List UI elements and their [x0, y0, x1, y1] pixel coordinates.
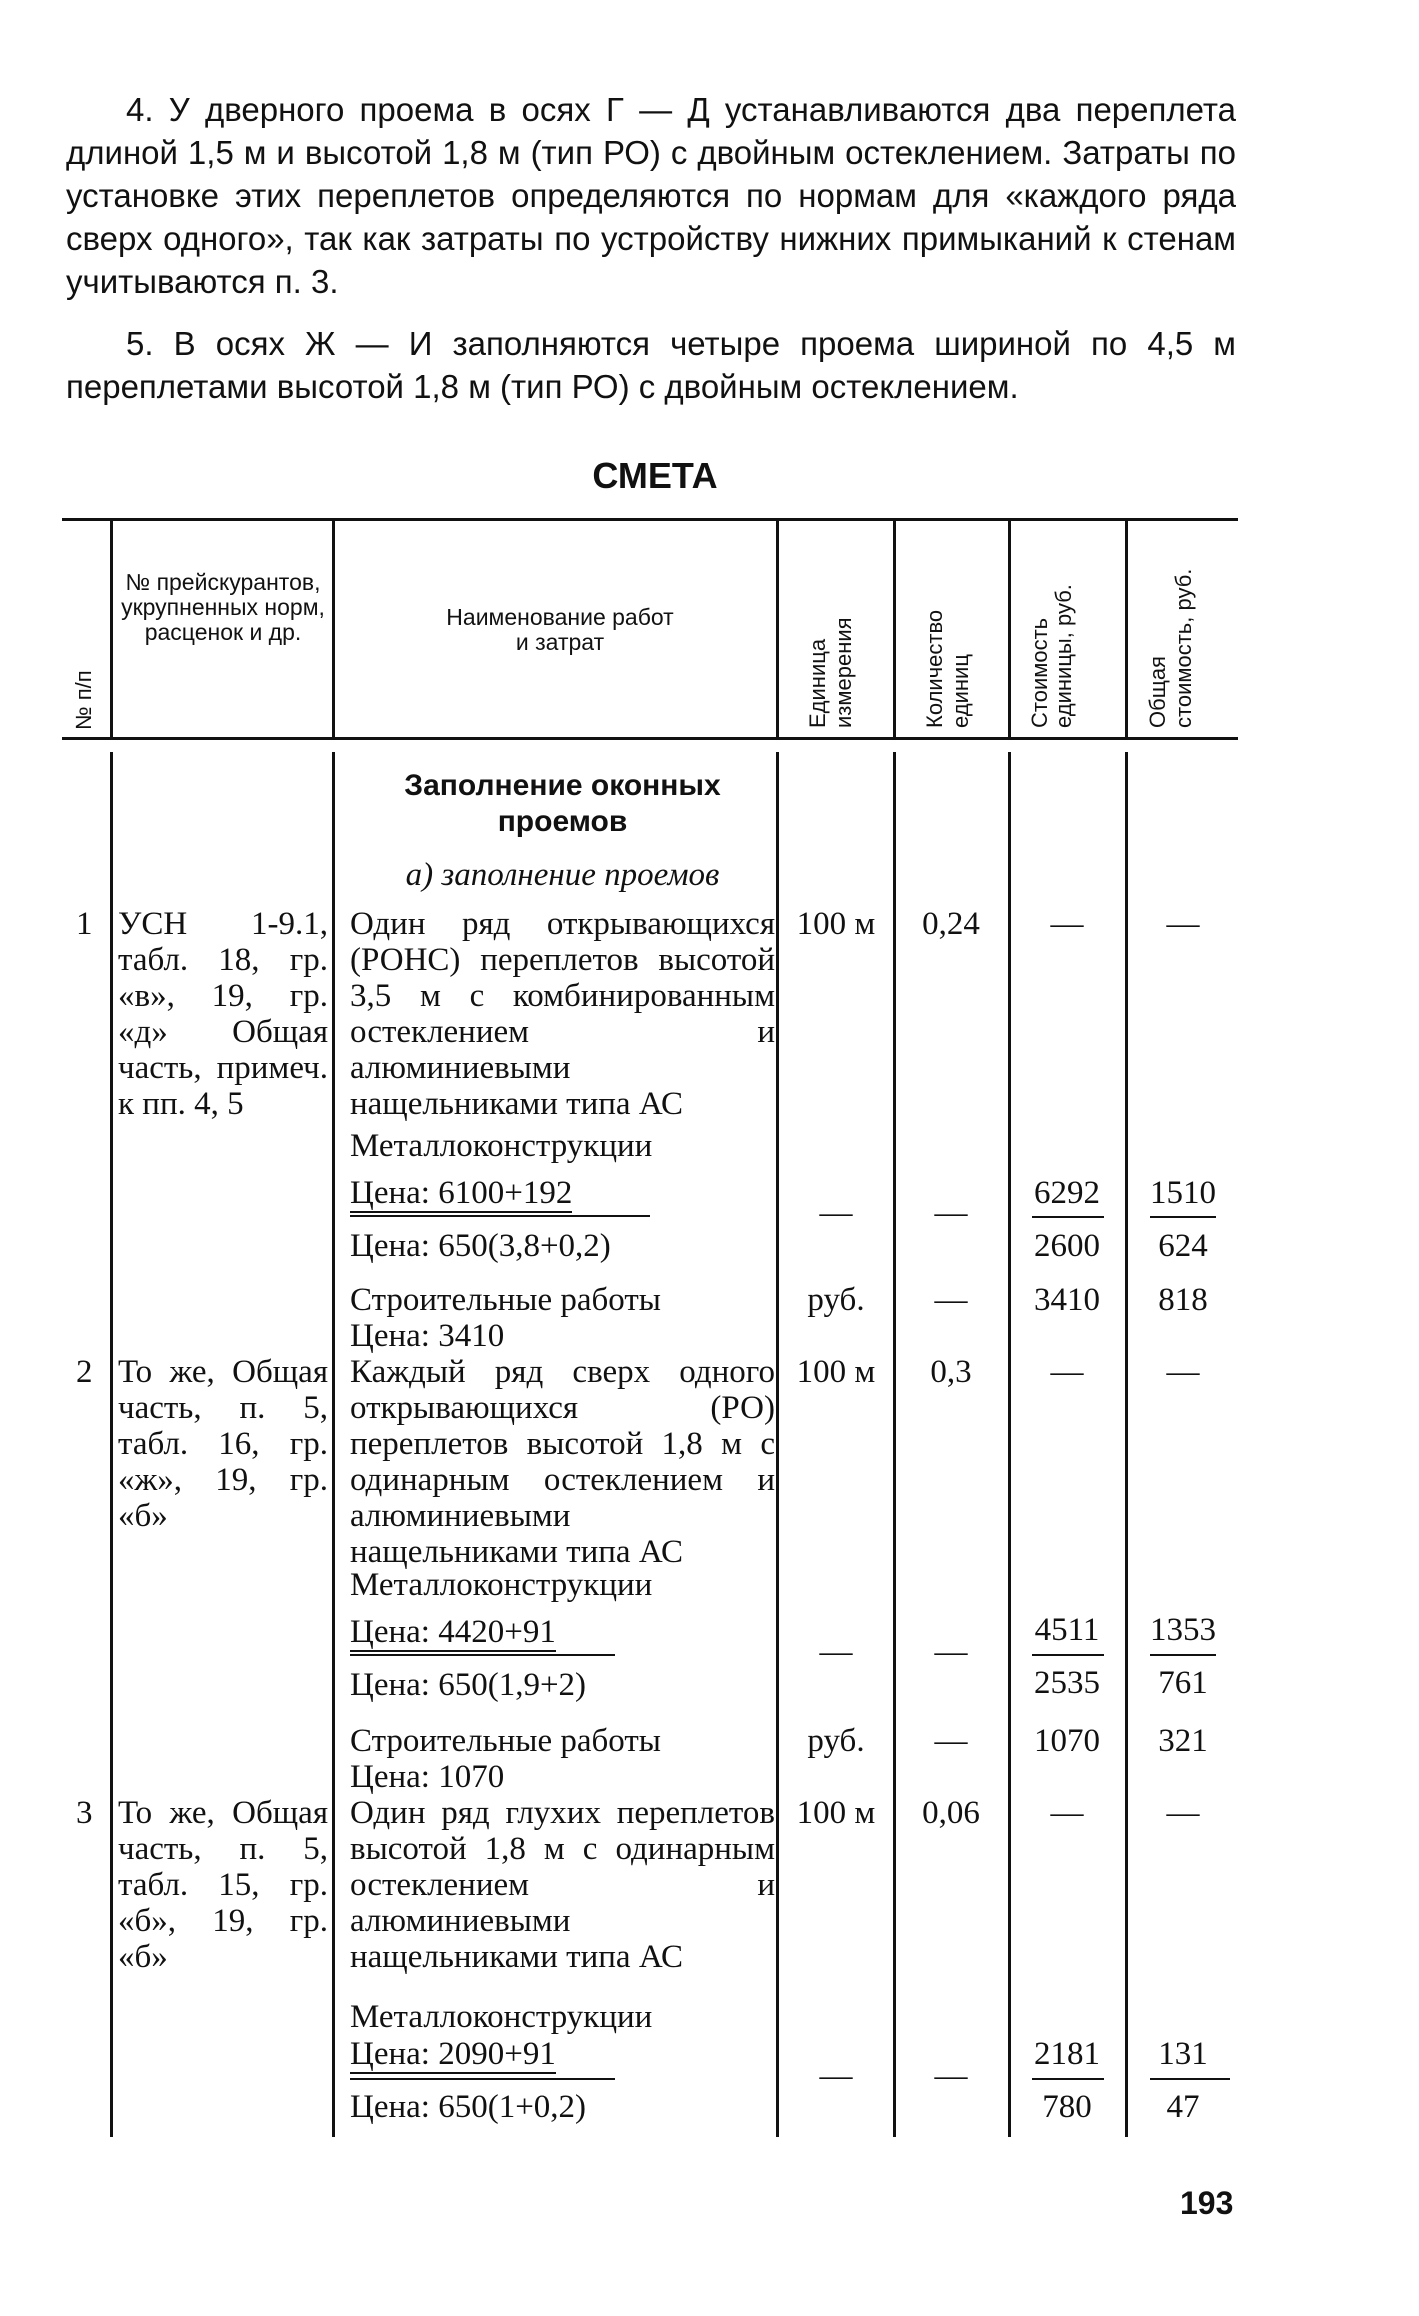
paragraph-item-4: 4. У дверного проема в осях Г — Д устанавливаются два переплета длиной 1,5 м и высотой 1,8 м (тип РО) с двойным остеклением. Затраты по установке этих переплетов определяются по нормам для «каждого ряда сверх одного», так как затраты по устройству нижних примыканий к стенам учитываются п. 3. — [66, 91, 1236, 300]
col-divider — [1125, 520, 1128, 737]
row-total-1: 1353 — [1150, 1612, 1216, 1648]
row-unit: 100 м — [796, 906, 876, 942]
row-unit-cost-2: 780 — [1042, 2089, 1092, 2125]
row-total-2: 761 — [1158, 1665, 1208, 1701]
row-unit-cost: — — [1050, 1354, 1084, 1390]
col-divider — [893, 520, 896, 737]
row-unit-cost: — — [1050, 906, 1084, 942]
row-price-2: Цена: 650(1,9+2) — [350, 1667, 587, 1703]
row-metal-label: Металлоконструкции — [350, 1999, 653, 2035]
table-top-rule — [62, 518, 1238, 521]
row-build-qty: — — [934, 1282, 968, 1318]
row-metal-label: Металлоконструкции — [350, 1567, 653, 1603]
row-reference: То же, Общая часть, п. 5, табл. 15, гр. «б», 19, гр. «б» — [118, 1795, 328, 1975]
header-unit-cost: Стоимость единицы, руб. — [1027, 584, 1076, 728]
fraction-line — [1150, 1654, 1216, 1656]
row-description: Один ряд глухих переплетов высотой 1,8 м с одинарным остеклением и алюминиевыми нащельниками типа АС — [350, 1795, 775, 1975]
header-name: Наименование работ и затрат — [446, 604, 674, 655]
row-total-1: 1510 — [1150, 1175, 1216, 1211]
row-build-unit: руб. — [807, 1723, 865, 1759]
table-header-rule — [62, 737, 1238, 740]
price-line — [350, 1175, 775, 1211]
row-unit: 100 м — [796, 1795, 876, 1831]
row-dash-unit: — — [819, 1634, 853, 1670]
row-build-total: 321 — [1158, 1723, 1208, 1759]
row-price-2: Цена: 650(1+0,2) — [350, 2089, 587, 2125]
row-metal-label: Металлоконструкции — [350, 1128, 653, 1164]
row-build-unit-cost: 1070 — [1034, 1723, 1100, 1759]
col-divider — [332, 520, 335, 737]
fraction-line — [1150, 2078, 1230, 2080]
document-title: СМЕТА — [592, 455, 718, 496]
row-qty: 0,24 — [922, 906, 980, 942]
header-unit: Единица измерения — [805, 617, 856, 728]
paragraph-item-5: 5. В осях Ж — И заполняются четыре проема шириной по 4,5 м переплетами высотой 1,8 м (тип РО) с двойным остеклением. — [66, 325, 1236, 405]
row-build-label: Строительные работы — [350, 1282, 661, 1318]
row-unit: 100 м — [796, 1354, 876, 1390]
row-total: — — [1166, 1795, 1200, 1831]
fraction-line — [1032, 1216, 1104, 1218]
header-num: № п/п — [71, 670, 96, 730]
row-price-1: Цена: 2090+91 — [350, 2036, 556, 2072]
col-divider — [1125, 752, 1128, 2137]
row-unit-cost-1: 2181 — [1034, 2036, 1100, 2072]
row-total-2: 624 — [1158, 1228, 1208, 1264]
row-reference: УСН 1-9.1, табл. 18, гр. «в», 19, гр. «д» Общая часть, примеч. к пп. 4, 5 — [118, 906, 328, 1122]
col-divider — [110, 752, 113, 2137]
price-line — [350, 1614, 775, 1650]
fraction-line — [1032, 2078, 1104, 2080]
header-total: Общая стоимость, руб. — [1145, 568, 1196, 728]
row-qty: 0,06 — [922, 1795, 980, 1831]
row-build-price: Цена: 1070 — [350, 1759, 505, 1795]
row-number: 3 — [76, 1795, 93, 1831]
row-build-label: Строительные работы — [350, 1723, 661, 1759]
row-total: — — [1166, 906, 1200, 942]
col-divider — [1008, 520, 1011, 737]
row-unit-cost-1: 6292 — [1034, 1175, 1100, 1211]
section-subtitle: а) заполнение проемов — [405, 857, 720, 893]
row-dash-unit: — — [819, 2058, 853, 2094]
row-unit-cost-1: 4511 — [1034, 1612, 1100, 1648]
col-divider — [332, 752, 335, 2137]
row-price-1: Цена: 4420+91 — [350, 1614, 556, 1650]
row-build-unit-cost: 3410 — [1034, 1282, 1100, 1318]
price-line — [350, 2036, 775, 2072]
page-number: 193 — [1180, 2185, 1234, 2221]
row-price-1: Цена: 6100+192 — [350, 1175, 573, 1211]
row-unit-cost-2: 2535 — [1034, 1665, 1100, 1701]
row-description: Каждый ряд сверх одного открывающихся (РО) переплетов высотой 1,8 м с одинарным остеклением и алюминиевыми нащельниками типа АС — [350, 1354, 775, 1570]
col-divider — [776, 520, 779, 737]
row-build-qty: — — [934, 1723, 968, 1759]
col-divider — [1008, 752, 1011, 2137]
price-separator — [350, 2078, 615, 2080]
row-reference: То же, Общая часть, п. 5, табл. 16, гр. «ж», 19, гр. «б» — [118, 1354, 328, 1534]
row-dash-qty: — — [934, 1195, 968, 1231]
row-total: — — [1166, 1354, 1200, 1390]
row-number: 2 — [76, 1354, 93, 1390]
col-divider — [893, 752, 896, 2137]
header-ref: № прейскурантов, укрупненных норм, расценок и др. — [121, 569, 325, 645]
row-dash-unit: — — [819, 1195, 853, 1231]
row-build-total: 818 — [1158, 1282, 1208, 1318]
col-divider — [110, 520, 113, 737]
price-separator — [350, 1654, 615, 1656]
fraction-line — [1032, 1654, 1104, 1656]
row-price-2: Цена: 650(3,8+0,2) — [350, 1228, 611, 1264]
row-total-2: 47 — [1166, 2089, 1200, 2125]
row-number: 1 — [76, 906, 93, 942]
row-total-1: 131 — [1158, 2036, 1208, 2072]
row-qty: 0,3 — [930, 1354, 972, 1390]
row-unit-cost: — — [1050, 1795, 1084, 1831]
row-dash-qty: — — [934, 1634, 968, 1670]
row-unit-cost-2: 2600 — [1034, 1228, 1100, 1264]
row-build-price: Цена: 3410 — [350, 1318, 505, 1354]
header-qty: Количество единиц — [922, 609, 973, 728]
section-title: Заполнение оконных проемов — [404, 769, 721, 838]
col-divider — [776, 752, 779, 2137]
price-separator — [350, 1215, 650, 1217]
row-description: Один ряд открывающихся (РОНС) переплетов высотой 3,5 м с комбинированным остеклением и алюминиевыми нащельниками типа АС — [350, 906, 775, 1122]
row-build-unit: руб. — [807, 1282, 865, 1318]
row-dash-qty: — — [934, 2058, 968, 2094]
fraction-line — [1150, 1216, 1216, 1218]
